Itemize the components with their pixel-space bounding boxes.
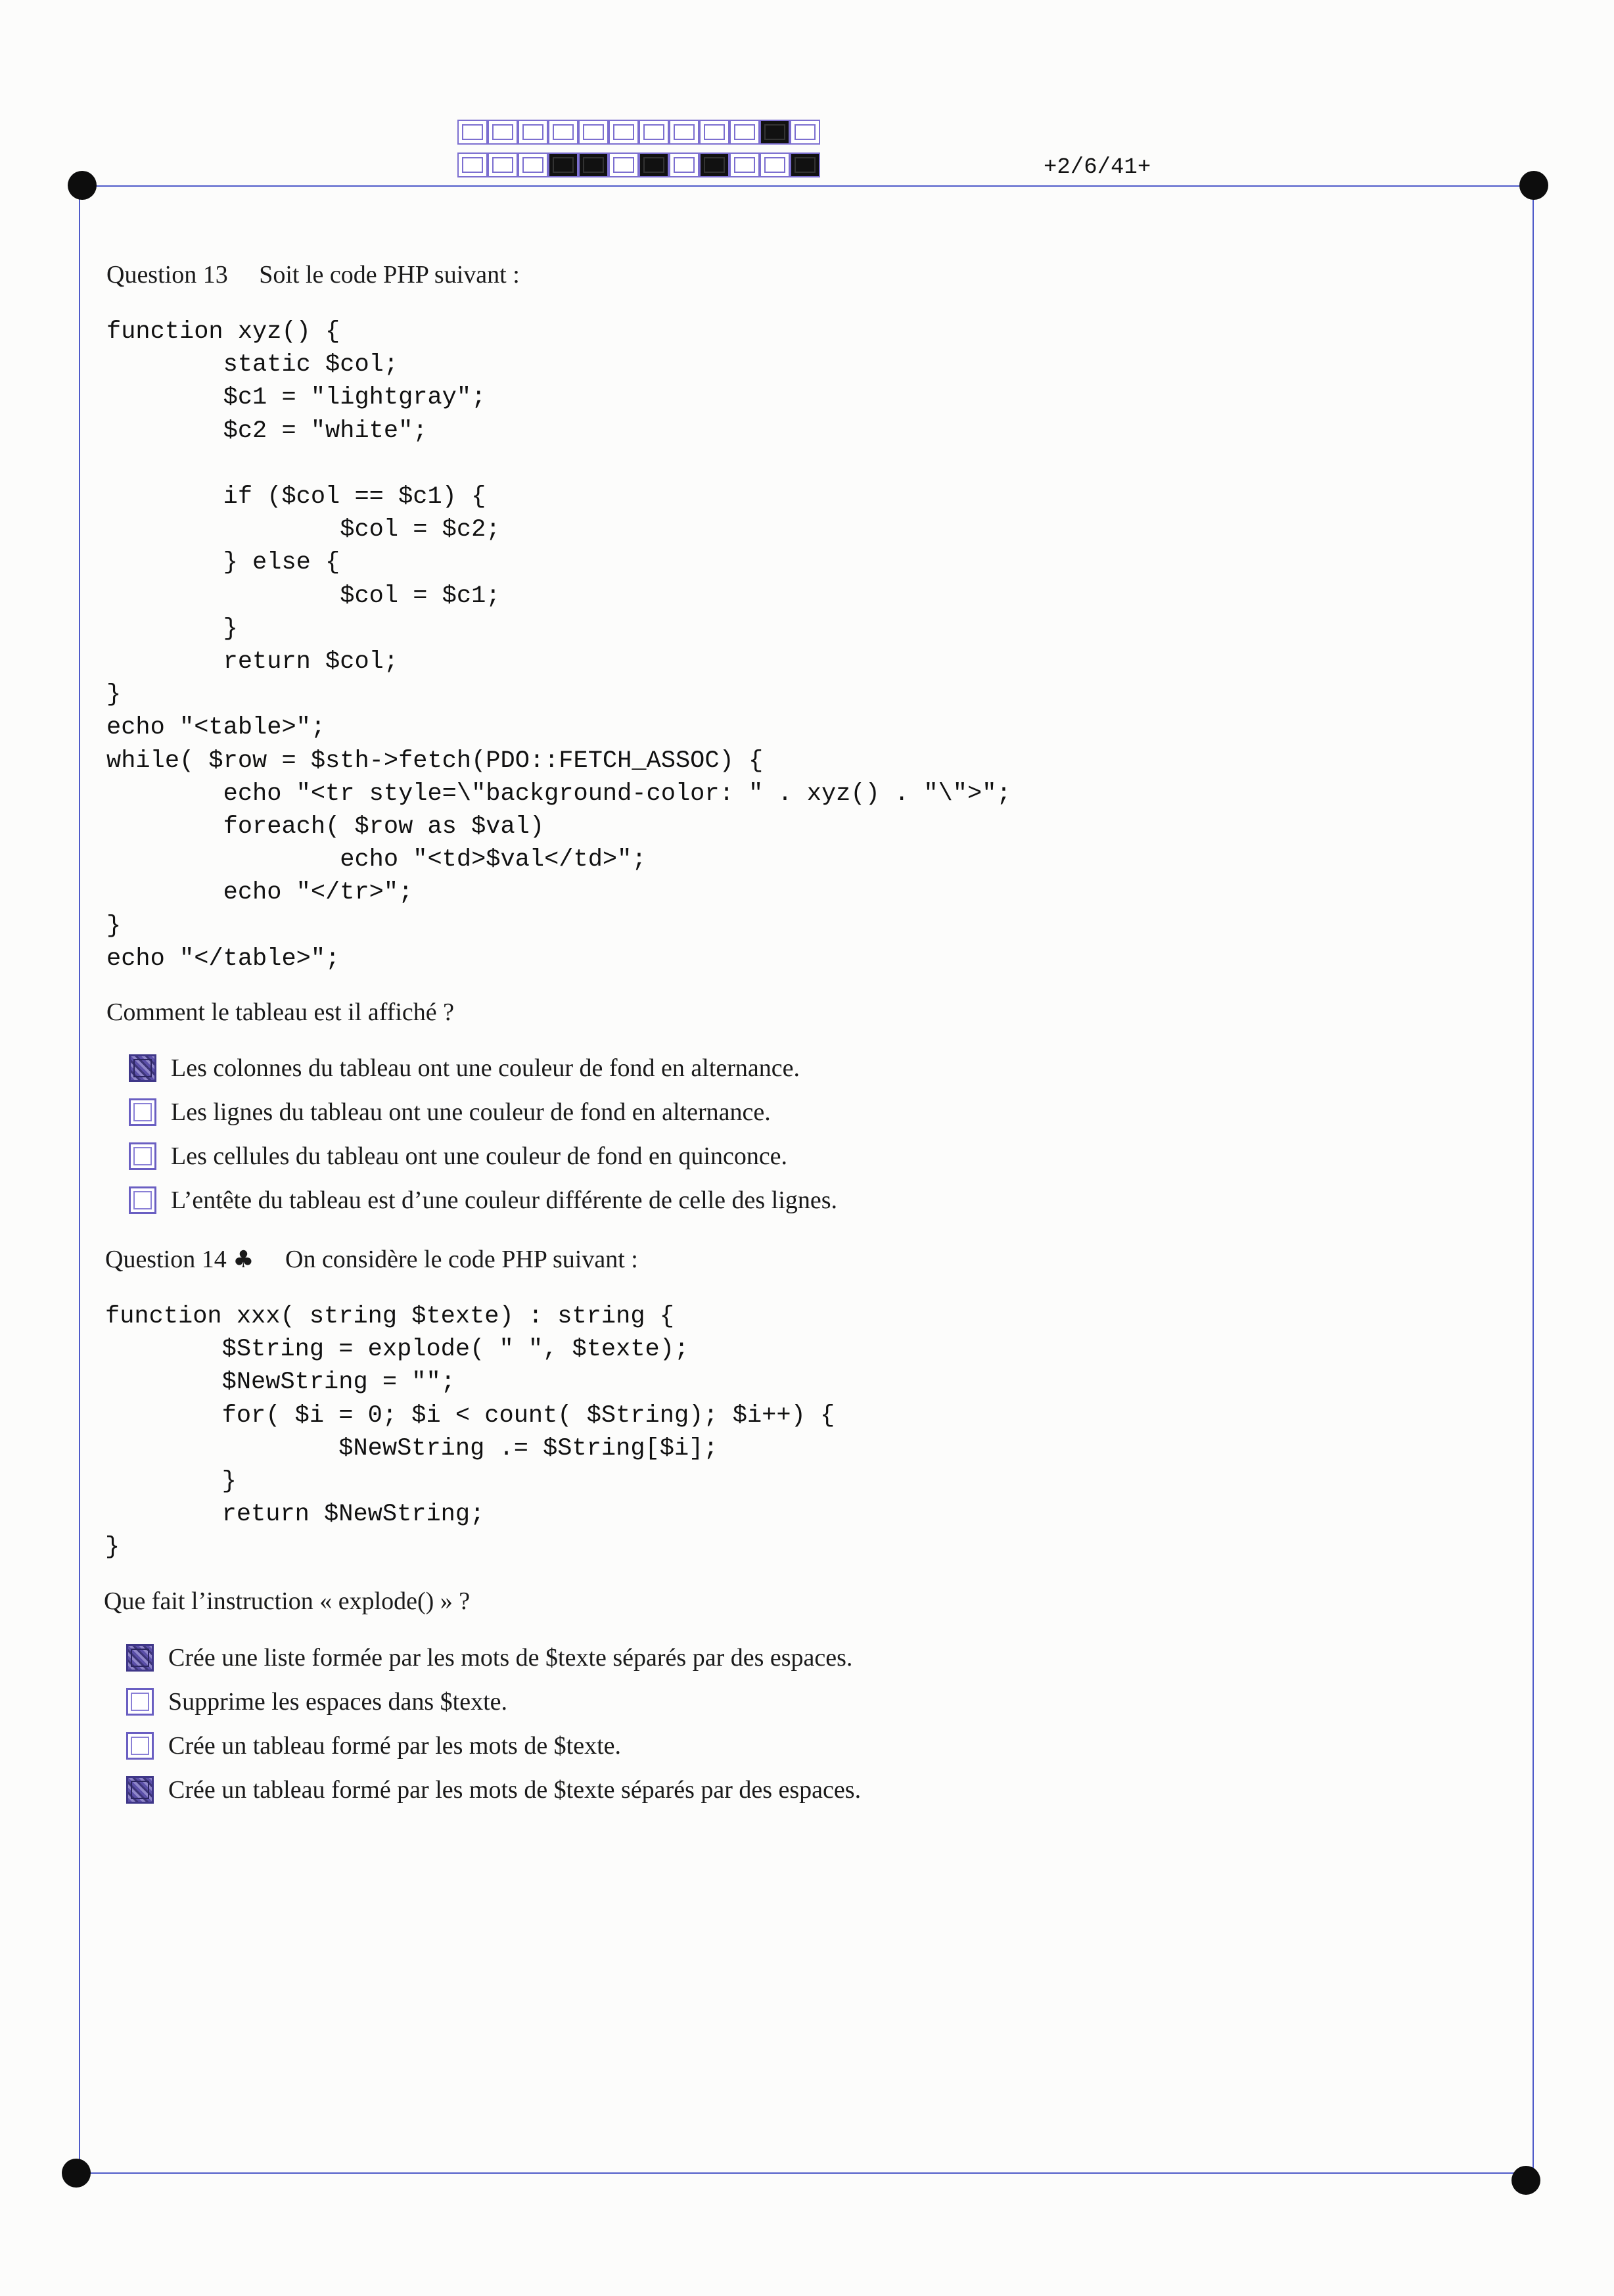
barcode-cell	[729, 120, 760, 145]
question-statement: Soit le code PHP suivant :	[259, 261, 520, 289]
registration-mark-top-right	[1519, 171, 1548, 200]
barcode-cell	[457, 120, 488, 145]
question-13-prompt: Comment le tableau est il affiché ?	[106, 998, 454, 1026]
answer-text: Les colonnes du tableau ont une couleur de fond en alternance.	[171, 1054, 800, 1082]
barcode-row-2	[457, 152, 820, 177]
barcode-cell	[548, 120, 578, 145]
answer-option[interactable]	[129, 1090, 837, 1134]
barcode-cell	[548, 152, 578, 177]
question-label: Question 13	[106, 261, 228, 289]
answer-checkbox[interactable]	[126, 1776, 154, 1804]
registration-mark-top-left	[68, 171, 97, 200]
answer-checkbox[interactable]	[129, 1054, 156, 1082]
barcode-cell	[729, 152, 760, 177]
barcode-cell	[669, 152, 699, 177]
barcode-cell	[760, 120, 790, 145]
question-13-answers	[129, 1046, 837, 1222]
answer-text: Les cellules du tableau ont une couleur de fond en quinconce.	[171, 1142, 788, 1170]
barcode-cell	[488, 120, 518, 145]
answer-option[interactable]	[129, 1134, 837, 1178]
question-symbol: ♣	[233, 1246, 254, 1273]
barcode-cell	[639, 120, 669, 145]
barcode-cell	[457, 152, 488, 177]
question-statement: On considère le code PHP suivant :	[285, 1246, 638, 1273]
answer-option[interactable]	[126, 1768, 861, 1812]
barcode-cell	[669, 120, 699, 145]
answer-checkbox[interactable]	[129, 1098, 156, 1126]
question-14-title	[105, 1245, 638, 1274]
answer-checkbox[interactable]	[129, 1142, 156, 1170]
barcode-cell	[518, 152, 548, 177]
answer-checkbox[interactable]	[126, 1688, 154, 1716]
question-14-code: function xxx( string $texte) : string { $String = explode( " ", $texte); $NewString = ""; for( $i = 0; $i < count( $String); $i++) { $NewString .= $String[$i]; } return $NewString; }	[105, 1303, 835, 1562]
answer-option[interactable]	[126, 1635, 861, 1679]
registration-mark-bottom-right	[1511, 2166, 1540, 2195]
barcode-cell	[639, 152, 669, 177]
barcode-cell	[790, 120, 820, 145]
answer-option[interactable]	[129, 1046, 837, 1090]
barcode-row-1	[457, 120, 820, 145]
registration-mark-bottom-left	[62, 2159, 91, 2188]
barcode-cell	[518, 120, 548, 145]
question-14-answers	[126, 1635, 861, 1812]
answer-text: Supprime les espaces dans $texte.	[168, 1687, 508, 1716]
answer-text: Crée une liste formée par les mots de $texte séparés par des espaces.	[168, 1643, 853, 1672]
question-13-title	[106, 260, 520, 289]
page-id: +2/6/41+	[1044, 155, 1151, 180]
barcode-cell	[790, 152, 820, 177]
question-14-prompt: Que fait l’instruction « explode() » ?	[104, 1587, 471, 1615]
answer-option[interactable]	[126, 1679, 861, 1723]
barcode-cell	[578, 152, 609, 177]
answer-checkbox[interactable]	[129, 1186, 156, 1214]
answer-text: L’entête du tableau est d’une couleur différente de celle des lignes.	[171, 1186, 837, 1214]
barcode-cell	[699, 120, 729, 145]
answer-checkbox[interactable]	[126, 1644, 154, 1672]
answer-option[interactable]	[126, 1723, 861, 1768]
barcode-cell	[609, 152, 639, 177]
barcode-cell	[609, 120, 639, 145]
barcode-cell	[699, 152, 729, 177]
barcode-cell	[578, 120, 609, 145]
answer-text: Crée un tableau formé par les mots de $texte.	[168, 1731, 622, 1760]
barcode-cell	[760, 152, 790, 177]
answer-text: Les lignes du tableau ont une couleur de fond en alternance.	[171, 1098, 771, 1126]
barcode-cell	[488, 152, 518, 177]
answer-checkbox[interactable]	[126, 1732, 154, 1760]
question-13-code: function xyz() { static $col; $c1 = "lightgray"; $c2 = "white"; if ($col == $c1) { $col = $c2; } else { $col = $c1; } return $col; } echo "<table>"; while( $row = $sth->fetch(PDO::FETCH_ASSOC) { echo "<tr style=\"background-color: " . xyz() . "\">"; foreach( $row as $val) echo "<td>$val</td>"; echo "</tr>"; } echo "</table>";	[106, 318, 1011, 973]
answer-option[interactable]	[129, 1178, 837, 1222]
answer-text: Crée un tableau formé par les mots de $texte séparés par des espaces.	[168, 1775, 862, 1804]
question-label: Question 14	[105, 1246, 227, 1273]
